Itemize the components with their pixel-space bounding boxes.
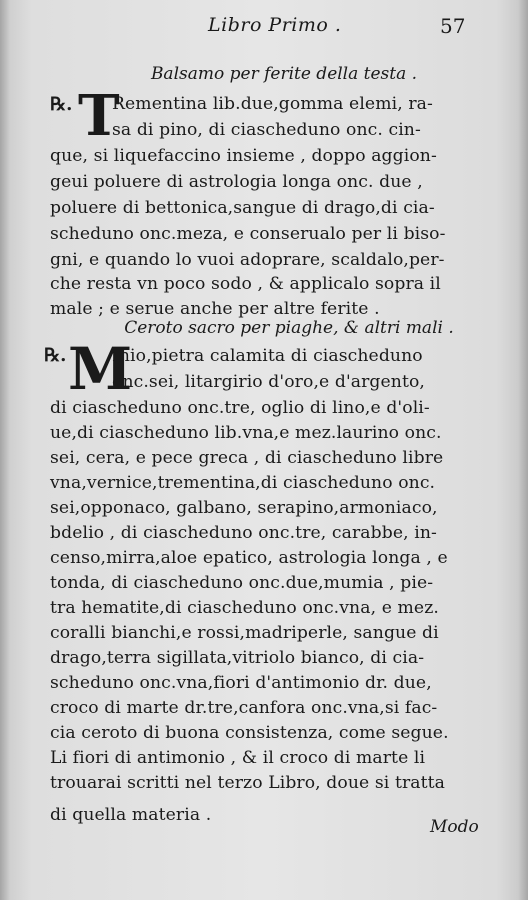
text-line: Inio,pietra calamita di ciascheduno: [112, 346, 423, 366]
text-line: ue,di ciascheduno lib.vna,e mez.laurino onc.: [50, 423, 442, 443]
text-line: Rementina lib.due,gomma elemi, ra-: [112, 94, 433, 114]
text-line: tra hematite,di ciascheduno onc.vna, e mez.: [50, 598, 439, 618]
text-line: cia ceroto di buona consistenza, come segue.: [50, 723, 449, 743]
text-line: gni, e quando lo vuoi adoprare, scaldalo,per-: [50, 250, 445, 270]
text-line: che resta vn poco sodo , & applicalo sopra il: [50, 274, 441, 294]
recipe-title: Balsamo per ferite della testa .: [150, 64, 418, 84]
recipe-title: Ceroto sacro per piaghe, & altri mali .: [124, 318, 454, 338]
text-line: scheduno onc.meza, e conserualo per li biso-: [50, 224, 446, 244]
text-line: geui poluere di astrologia longa onc. due ,: [50, 172, 423, 192]
drop-cap: M: [68, 335, 133, 403]
text-line: bdelio , di ciascheduno onc.tre, carabbe, in-: [50, 523, 437, 543]
text-line: que, si liquefaccino insieme , doppo aggion-: [50, 146, 437, 166]
catchword: Modo: [430, 817, 479, 837]
text-line: sa di pino, di ciascheduno onc. cin-: [112, 120, 421, 140]
drop-cap: T: [78, 83, 120, 149]
recipe-mark: ℞.: [50, 94, 73, 115]
text-line: vna,vernice,trementina,di ciascheduno onc.: [50, 473, 436, 493]
text-line: sei,opponaco, galbano, serapino,armoniaco,: [50, 498, 438, 518]
text-line: di quella materia .: [50, 805, 212, 825]
text-line: croco di marte dr.tre,canfora onc.vna,si fac-: [50, 698, 438, 718]
text-line: onc.sei, litargirio d'oro,e d'argento,: [112, 372, 425, 392]
recipe-mark: ℞.: [44, 345, 67, 366]
text-line: tonda, di ciascheduno onc.due,mumia , pie-: [50, 573, 434, 593]
text-line: poluere di bettonica,sangue di drago,di cia-: [50, 198, 435, 218]
running-head-title: Libro Primo .: [208, 14, 342, 36]
running-head: [0, 14, 528, 44]
text-line: scheduno onc.vna,fiori d'antimonio dr. due,: [50, 673, 432, 693]
text-line: male ; e serue anche per altre ferite .: [50, 299, 380, 319]
text-line: drago,terra sigillata,vitriolo bianco, di cia-: [50, 648, 425, 668]
page-edge-shadow-left: [0, 0, 10, 900]
page-edge-shadow-right: [518, 0, 528, 900]
text-line: coralli bianchi,e rossi,madriperle, sangue di: [50, 623, 439, 643]
text-line: di ciascheduno onc.tre, oglio di lino,e d'oli-: [50, 398, 430, 418]
text-line: Li fiori di antimonio , & il croco di marte li: [50, 748, 426, 768]
text-line: censo,mirra,aloe epatico, astrologia longa , e: [50, 548, 448, 568]
text-line: sei, cera, e pece greca , di ciascheduno libre: [50, 448, 444, 468]
page-number: 57: [440, 14, 466, 38]
text-line: trouarai scritti nel terzo Libro, doue si tratta: [50, 773, 445, 793]
